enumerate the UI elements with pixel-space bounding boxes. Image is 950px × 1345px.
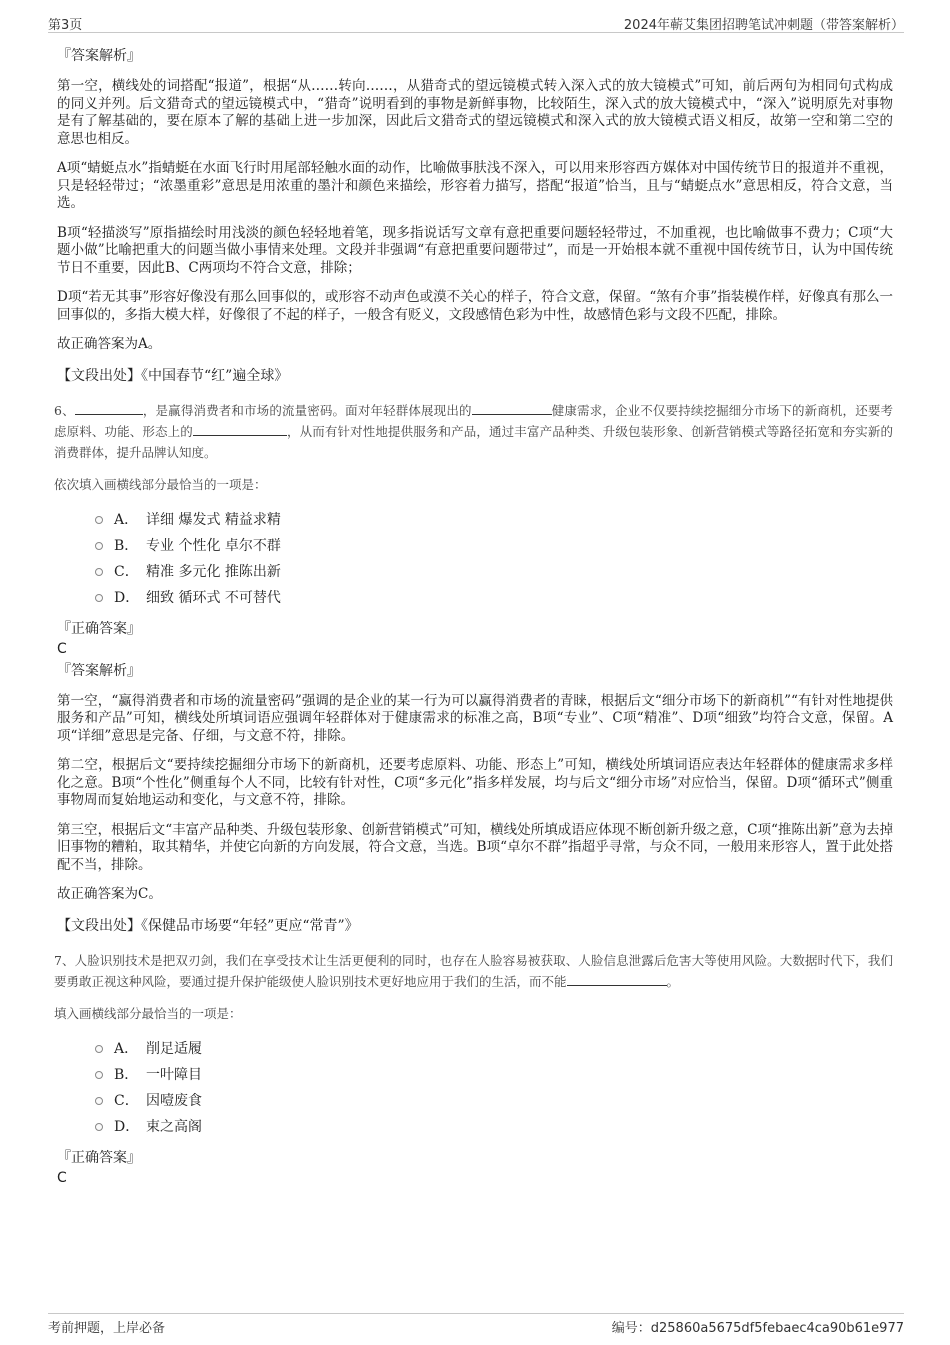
explanation-conclusion: 故正确答案为A。 bbox=[57, 336, 162, 352]
option-c[interactable]: C． 精准 多元化 推陈出新 bbox=[95, 559, 893, 585]
fill-blank-1 bbox=[75, 402, 143, 415]
explanation-tag: 『答案解析』 bbox=[57, 48, 141, 64]
answer-tag: 『正确答案』 bbox=[57, 1149, 141, 1166]
passage-source: 【文段出处】《中国春节“红”遍全球》 bbox=[57, 367, 289, 384]
explanation-conclusion: 故正确答案为C。 bbox=[57, 886, 162, 902]
document-title: 2024年蕲艾集团招聘笔试冲刺题（带答案解析） bbox=[623, 18, 904, 33]
option-list bbox=[95, 1036, 893, 1140]
radio-icon[interactable] bbox=[95, 1123, 103, 1131]
option-list bbox=[95, 507, 893, 611]
page-number: 第3页 bbox=[48, 18, 83, 33]
explanation-paragraph: 第三空，根据后文“丰富产品种类、升级包装形象、创新营销模式”可知，横线处所填成语应体现不断创新升级之意，C项“推陈出新”意为去掉旧事物的糟粕，取其精华，并使它向新的方向发展，符合文意，当选。B项“卓尔不群”指超乎寻常，与众不同，一般用来形容人，置于此处搭配不当，排除。 bbox=[57, 821, 893, 873]
question-instruction: 依次填入画横线部分最恰当的一项是： bbox=[54, 476, 267, 492]
question-7 bbox=[54, 950, 893, 1188]
explanation-paragraph: 第二空，根据后文“要持续挖掘细分市场下的新商机，还要考虑原料、功能、形态上”可知，横线处所填词语应表达年轻群体的健康需求多样化之意。B项“个性化”侧重每个人不同，比较有针对性，C项“多元化”指多样发展，均与后文“细分市场”对应恰当，保留。D项“循环式”侧重事物周而复始地运动和变化，与文意不符，排除。 bbox=[57, 757, 893, 808]
radio-icon[interactable] bbox=[95, 568, 103, 576]
fill-blank-3 bbox=[193, 423, 287, 436]
explanation-paragraph: D项“若无其事”形容好像没有那么回事似的，或形容不动声色或漠不关心的样子，符合文意，保留。“煞有介事”指装模作样，好像真有那么一回事似的，多指大模大样，好像很了不起的样子，一般含有贬义，文段感情色彩为中性，故感情色彩与文段不匹配，排除。 bbox=[57, 289, 893, 323]
page-footer bbox=[48, 1313, 904, 1336]
fill-blank-2 bbox=[472, 402, 552, 415]
option-b[interactable]: B． 专业 个性化 卓尔不群 bbox=[95, 533, 893, 559]
explanation-paragraph: B项“轻描淡写”原指描绘时用浅淡的颜色轻轻地着笔，现多指说话写文章有意把重要问题轻轻带过，不加重视，也比喻做事不费力；C项“大题小做”比喻把重大的问题当做小事情来处理。文段并非强调“有意把重要问题带过”，而是一开始根本就不重视中国传统节日，认为中国传统节日不重要，因此B、C两项均不符合文意，排除； bbox=[57, 224, 893, 276]
question-stem: 7、人脸识别技术是把双刃剑，我们在享受技术让生活更便利的同时，也存在人脸容易被获取、人脸信息泄露后危害大等使用风险。大数据时代下，我们要勇敢正视这种风险，要通过提升保护能级使人脸识别技术更好地应用于我们的生活，而不能 。 bbox=[54, 952, 893, 989]
page-header bbox=[48, 10, 904, 33]
option-d[interactable]: D． 细致 循环式 不可替代 bbox=[95, 585, 893, 611]
explanation-paragraph: 第一空，横线处的词搭配“报道”，根据“从……转向……，从猎奇式的望远镜模式转入深入式的放大镜模式”可知，前后两句为相同句式构成的同义并列。后文猎奇式的望远镜模式中，“猎奇”说明看到的事物是新鲜事物，比较陌生，深入式的放大镜模式中，“深入”说明原先对事物是有了解基础的，要在原本了解的基础上进一步加深，因此后文猎奇式的望远镜模式和深入式的放大镜模式语义相反，故第一空和第二空的意思也相反。 bbox=[57, 78, 893, 147]
radio-icon[interactable] bbox=[95, 1097, 103, 1105]
footer-slogan: 考前押题，上岸必备 bbox=[48, 1321, 166, 1336]
radio-icon[interactable] bbox=[95, 1045, 103, 1053]
document-id: 编号：d25860a5675df5febaec4ca90b61e977 bbox=[611, 1321, 904, 1336]
radio-icon[interactable] bbox=[95, 542, 103, 550]
answer-tag: 『正确答案』 bbox=[57, 620, 141, 637]
explanation-paragraph: A项“蜻蜓点水”指蜻蜓在水面飞行时用尾部轻触水面的动作，比喻做事肤浅不深入，可以用来形容西方媒体对中国传统节日的报道并不重视，只是轻轻带过；“浓墨重彩”意思是用浓重的墨汁和颜色来描绘，形容着力描写，搭配“报道”恰当，且与“蜻蜓点水”意思相反，符合文意，当选。 bbox=[57, 160, 893, 211]
question-instruction: 填入画横线部分最恰当的一项是： bbox=[54, 1005, 242, 1021]
passage-source: 【文段出处】《保健品市场要“年轻”更应“常青”》 bbox=[57, 917, 359, 934]
page-content bbox=[54, 46, 893, 1190]
q5-explanation bbox=[57, 46, 893, 386]
option-b[interactable]: B． 一叶障目 bbox=[95, 1062, 893, 1088]
option-d[interactable]: D． 束之高阁 bbox=[95, 1114, 893, 1140]
explanation-paragraph: 第一空，“赢得消费者和市场的流量密码”强调的是企业的某一行为可以赢得消费者的青睐，根据后文“细分市场下的新商机”“有针对性地提供服务和产品”可知，横线处所填词语应强调年轻群体对于健康需求的标准之高，B项“专业”、C项“精准”、D项“细致”均符合文意，保留。A项“详细”意思是完备、仔细，与文意不符，排除。 bbox=[57, 692, 893, 744]
option-a[interactable]: A． 详细 爆发式 精益求精 bbox=[95, 507, 893, 533]
correct-answer: C bbox=[57, 1169, 67, 1186]
question-6 bbox=[54, 400, 893, 936]
explanation-tag: 『答案解析』 bbox=[57, 662, 141, 679]
option-a[interactable]: A． 削足适履 bbox=[95, 1036, 893, 1062]
question-stem: 6、 ，是赢得消费者和市场的流量密码。面对年轻群体展现出的 健康需求，企业不仅要持续挖掘细分市场下的新商机，还要考虑原料、功能、形态上的 ，从而有针对性地提供服务和产品，通过丰富产品种类、升级包装形象、创新营销模式等路径拓宽和夯实新的消费群体，提升品牌认知度。 bbox=[54, 402, 893, 460]
radio-icon[interactable] bbox=[95, 594, 103, 602]
radio-icon[interactable] bbox=[95, 1071, 103, 1079]
fill-blank-1 bbox=[567, 973, 667, 986]
option-c[interactable]: C． 因噎废食 bbox=[95, 1088, 893, 1114]
correct-answer: C bbox=[57, 640, 67, 657]
radio-icon[interactable] bbox=[95, 516, 103, 524]
